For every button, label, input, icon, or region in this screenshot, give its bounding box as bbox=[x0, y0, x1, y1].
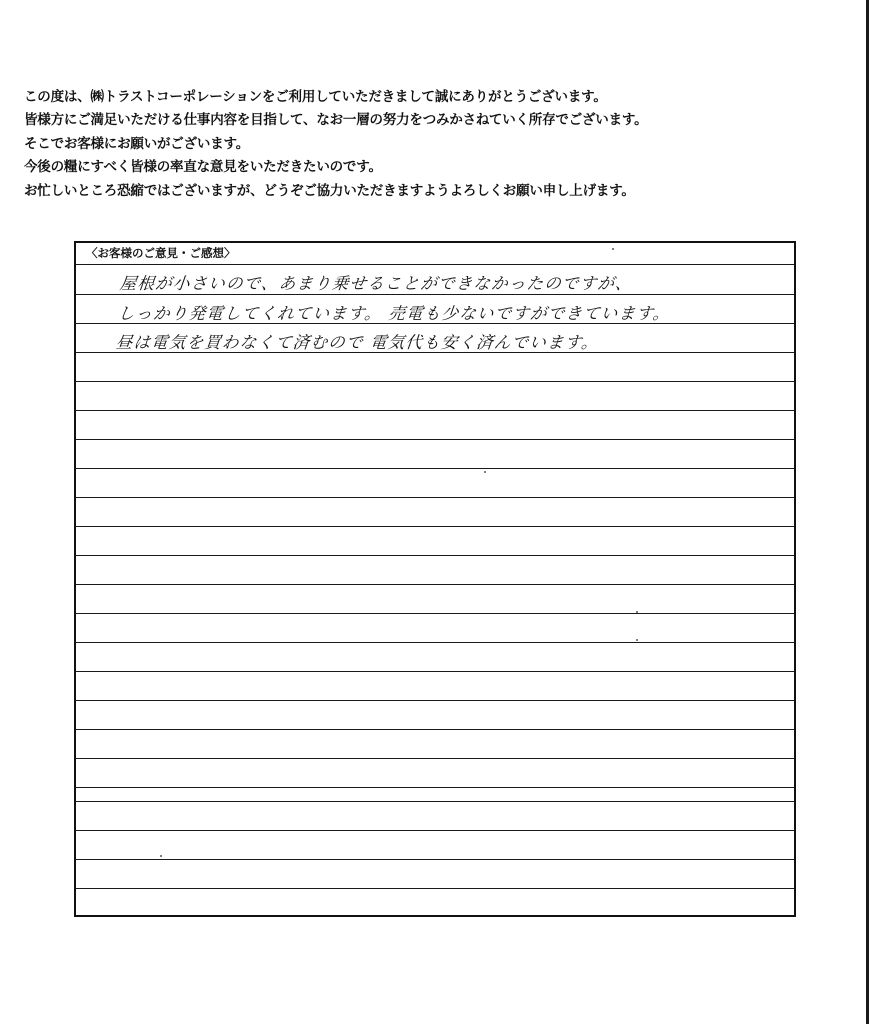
form-header: 〈お客様のご意見・ご感想〉 bbox=[86, 246, 236, 260]
rule-line bbox=[76, 830, 794, 831]
feedback-form bbox=[74, 241, 796, 917]
scan-speck bbox=[636, 639, 638, 641]
rule-line bbox=[76, 613, 794, 614]
scan-speck bbox=[160, 855, 162, 857]
intro-text bbox=[24, 86, 854, 203]
rule-line bbox=[76, 555, 794, 556]
rule-line bbox=[76, 801, 794, 802]
intro-line: お忙しいところ恐縮ではございますが、どうぞご協力いただきますようよろしくお願い申し上げます。 bbox=[24, 182, 635, 199]
handwritten-line: 屋根が小さいので、あまり乗せることができなかったのですが、 bbox=[118, 274, 634, 293]
page-edge bbox=[866, 0, 869, 1024]
rule-line bbox=[76, 264, 794, 265]
handwritten-line: しっかり発電してくれています。 売電も少ないですができています。 bbox=[116, 304, 672, 323]
rule-line bbox=[76, 410, 794, 411]
rule-line bbox=[76, 729, 794, 730]
rule-line bbox=[76, 700, 794, 701]
scan-speck bbox=[612, 248, 614, 250]
rule-line bbox=[76, 859, 794, 860]
rule-line bbox=[76, 584, 794, 585]
scan-speck bbox=[484, 471, 486, 473]
rule-line bbox=[76, 671, 794, 672]
intro-line: 皆様方にご満足いただける仕事内容を目指して、なお一層の努力をつみかさねていく所存でございます。 bbox=[24, 112, 648, 129]
intro-line: 今後の糧にすべく皆様の率直な意見をいただきたいのです。 bbox=[24, 159, 382, 176]
rule-line bbox=[76, 888, 794, 889]
rule-line bbox=[76, 468, 794, 469]
rule-line bbox=[76, 642, 794, 643]
rule-line bbox=[76, 526, 794, 527]
rule-line bbox=[76, 439, 794, 440]
rule-line bbox=[76, 381, 794, 382]
intro-line: この度は、㈱トラストコーポレーションをご利用していただきまして誠にありがとうございます。 bbox=[24, 89, 607, 105]
rule-line bbox=[76, 758, 794, 759]
intro-line: そこでお客様にお願いがございます。 bbox=[24, 135, 250, 152]
rule-line bbox=[76, 497, 794, 498]
rule-line bbox=[76, 787, 794, 788]
scan-speck bbox=[636, 611, 638, 613]
handwritten-line: 昼は電気を買わなくて済むので 電気代も安く済んでいます。 bbox=[114, 333, 600, 352]
rule-line bbox=[76, 294, 794, 295]
